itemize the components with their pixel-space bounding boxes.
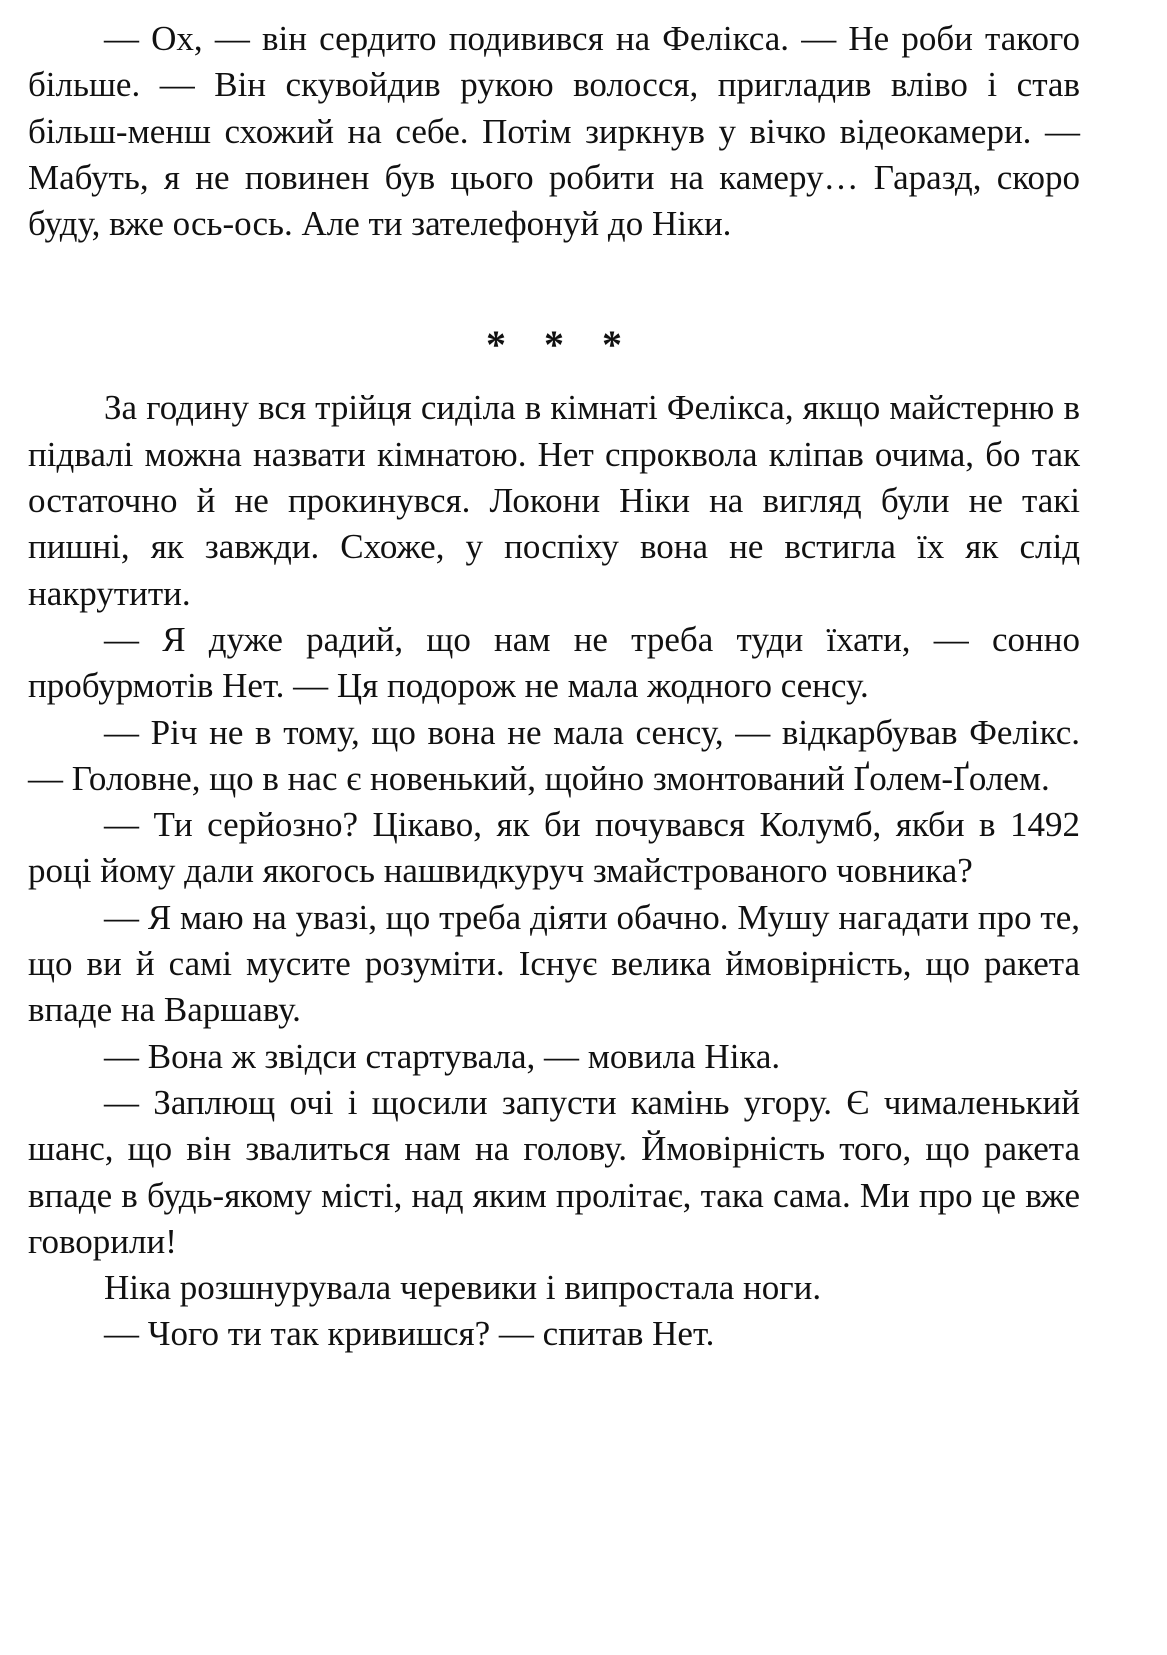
paragraph-4: — Річ не в тому, що вона не мала сенсу, — відкарбував Фелікс. — Головне, що в нас є новенький, щойно змонтований Ґолем-Ґолем. [28,712,1080,798]
paragraph-10: — Чого ти так кривишся? — спитав Нет. [104,1314,715,1354]
paragraph-7: — Вона ж звідси стартувала, — мовила Ніка. [104,1036,781,1076]
paragraph-1: — Ох, — він сердито подивився на Фелікса. — Не роби такого більше. — Він скувойдив рукою волосся, пригладив вліво і став більш-менш схожий на себе. Потім зиркнув у вічко відеокамери. — Мабуть, я не повинен був цього робити на камеру… Гаразд, скоро буду, вже ось-ось. Але ти зателефонуй до Ніки. [28,19,1080,244]
paragraph-9: Ніка розшнурувала черевики і випростала ноги. [104,1268,822,1308]
paragraph-5: — Ти серйозно? Цікаво, як би почувався Колумб, якби в 1492 році йому дали якогось нашвидкуруч змайстрованого човника? [28,805,1080,891]
section-separator: * * * [486,322,636,368]
section-gap [28,247,1080,307]
paragraph-3: — Я дуже радий, що нам не треба туди їхати, — сонно пробурмотів Нет. — Ця подорож не мала жодного сенсу. [28,619,1080,706]
book-page [28,16,1080,1358]
paragraph-8: — Заплющ очі і щосили запусти камінь угору. Є чималенький шанс, що він звалиться нам на голову. Ймовірність того, що ракета впаде в будь-якому місті, над яким пролітає, така сама. Ми про це вже говорили! [28,1082,1080,1261]
paragraph-2: За годину вся трійця сиділа в кімнаті Фелікса, якщо майстерню в підвалі можна назвати кімнатою. Нет спроквола кліпав очима, бо так остаточно й не прокинувся. Локони Ніки на вигляд були не такі пишні, як завжди. Схоже, у поспіху вона не встигла їх як слід накрутити. [28,388,1080,613]
paragraph-6: — Я маю на увазі, що треба діяти обачно. Мушу нагадати про те, що ви й самі мусите розуміти. Існує велика ймовірність, що ракета впаде на Варшаву. [28,897,1080,1030]
